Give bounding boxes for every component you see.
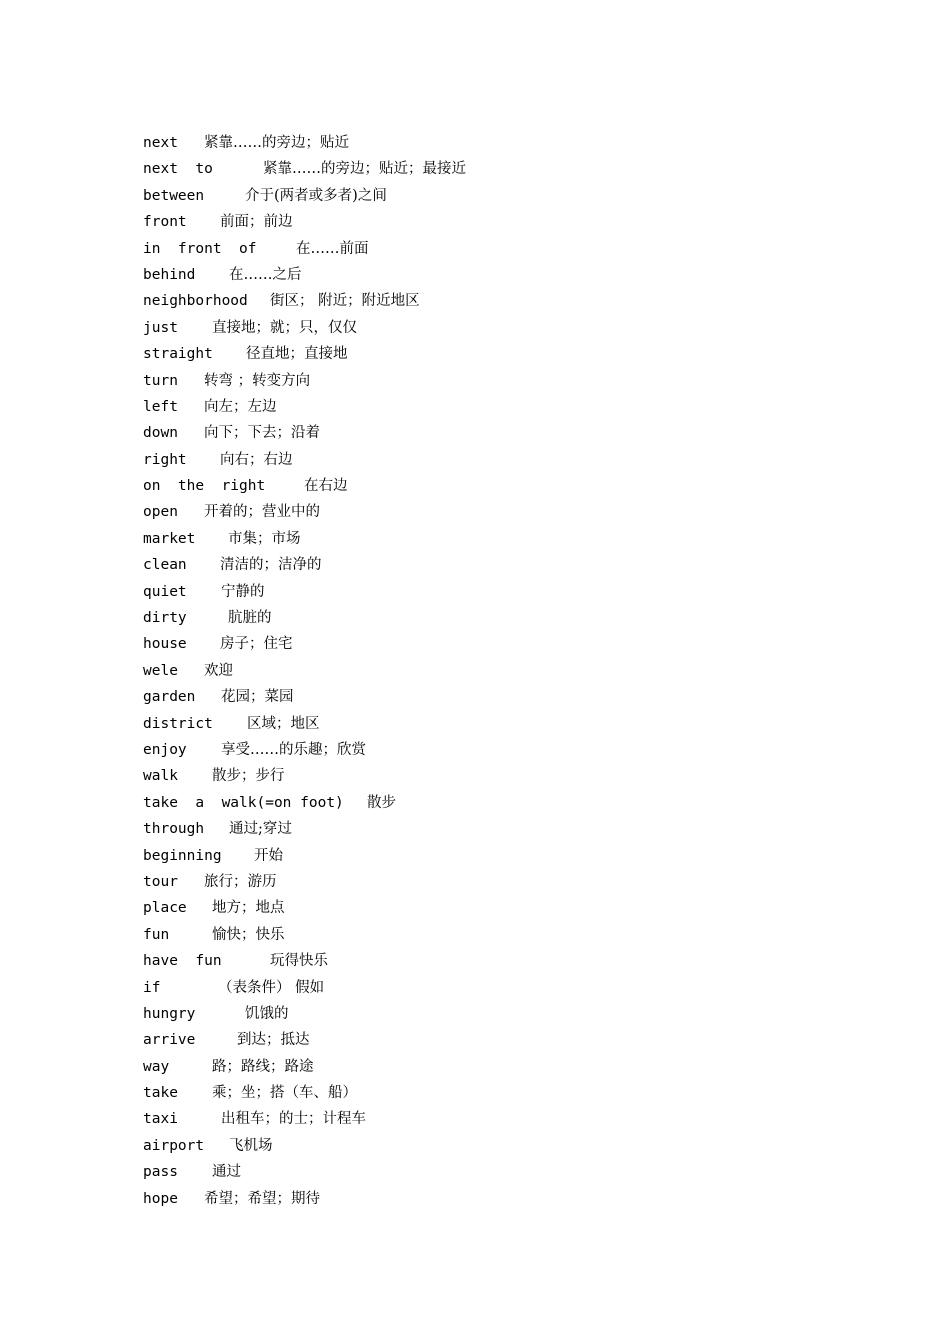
vocab-entry: [143, 394, 344, 420]
vocab-entry: [143, 1159, 344, 1185]
vocab-entry: [143, 262, 344, 288]
vocab-entry: [143, 631, 344, 657]
vocab-entry: [143, 1133, 344, 1159]
vocab-term: airport: [143, 1137, 205, 1154]
vocab-meaning: 在右边: [304, 478, 348, 495]
vocab-term: straight: [143, 346, 213, 363]
vocab-term: beginning: [143, 847, 222, 864]
vocab-term: down: [143, 425, 178, 442]
vocab-meaning: 飞机场: [229, 1137, 273, 1154]
vocab-entry: [143, 843, 344, 869]
vocab-entry: [143, 209, 344, 235]
vocab-entry: [143, 288, 420, 314]
vocab-entry: [143, 579, 344, 605]
vocab-term: behind: [143, 266, 196, 283]
vocab-term: take a walk(=on foot): [143, 794, 344, 811]
vocab-meaning: 向下；下去；沿着: [204, 425, 320, 442]
vocab-term: clean: [143, 557, 187, 574]
vocab-term: place: [143, 900, 187, 917]
vocab-meaning: 转弯 ；转变方向: [204, 372, 311, 389]
vocab-meaning: 旅行；游历: [204, 873, 277, 890]
vocab-meaning: 愉快；快乐: [212, 926, 285, 943]
vocab-meaning: 前面；前边: [220, 214, 293, 231]
vocab-entry: [143, 922, 344, 948]
vocab-meaning: 在……之后: [229, 266, 302, 283]
vocab-term: right: [143, 451, 187, 468]
vocab-entry: [143, 368, 344, 394]
vocab-entry: [143, 869, 344, 895]
vocab-term: district: [143, 715, 213, 732]
vocab-term: arrive: [143, 1032, 196, 1049]
vocab-term: quiet: [143, 583, 187, 600]
vocab-term: dirty: [143, 610, 187, 627]
vocab-term: have fun: [143, 953, 222, 970]
vocab-term: if: [143, 979, 161, 996]
vocab-entry: [143, 156, 466, 182]
vocab-term: tour: [143, 873, 178, 890]
vocab-entry: [143, 684, 344, 710]
vocab-term: front: [143, 214, 187, 231]
vocab-entry: [143, 948, 344, 974]
vocab-meaning: 清洁的；洁净的: [220, 557, 322, 574]
vocab-entry: [143, 790, 396, 816]
vocab-term: next: [143, 135, 178, 151]
vocab-entry: [143, 552, 344, 578]
vocab-term: through: [143, 821, 205, 838]
vocab-entry: [143, 763, 344, 789]
vocab-meaning: 享受……的乐趣；欣赏: [221, 741, 366, 758]
vocab-meaning: 区域；地区: [247, 715, 320, 732]
vocab-term: left: [143, 398, 178, 415]
vocab-meaning: 玩得快乐: [270, 953, 328, 970]
vocab-entry: [143, 737, 366, 763]
vocab-meaning: 路；路线；路途: [212, 1058, 314, 1075]
vocab-meaning: 通过: [212, 1164, 241, 1181]
vocab-term: on the right: [143, 478, 266, 495]
vocab-term: garden: [143, 689, 196, 706]
vocab-meaning: 开着的；营业中的: [204, 504, 320, 521]
vocab-meaning: 市集；市场: [228, 530, 301, 547]
vocab-entry: [143, 605, 344, 631]
vocab-meaning: 欢迎: [204, 662, 233, 679]
vocab-meaning: 在……前面: [296, 240, 369, 257]
vocab-meaning: 径直地；直接地: [246, 346, 348, 363]
vocab-entry: [143, 711, 344, 737]
vocab-term: hope: [143, 1190, 178, 1207]
vocab-term: between: [143, 187, 205, 204]
vocab-meaning: 散步: [367, 794, 396, 811]
vocab-entry: [143, 473, 348, 499]
vocab-meaning: 向左；左边: [204, 398, 277, 415]
vocab-meaning: 出租车；的士；计程车: [221, 1111, 366, 1128]
vocab-entry: [143, 1001, 344, 1027]
vocab-meaning: （表条件） 假如: [218, 979, 325, 996]
vocab-meaning: 介于(两者或多者)之间: [245, 187, 387, 204]
vocab-entry: [143, 447, 344, 473]
vocab-meaning: 向右；右边: [220, 451, 293, 468]
vocab-entry: [143, 526, 344, 552]
vocab-entry: [143, 183, 387, 209]
vocab-entry: [143, 1080, 357, 1106]
vocab-term: market: [143, 530, 196, 547]
vocab-entry: [143, 895, 344, 921]
vocab-meaning: 到达；抵达: [237, 1032, 310, 1049]
vocab-meaning: 紧靠……的旁边；贴近；最接近: [263, 161, 466, 178]
vocab-term: house: [143, 636, 187, 653]
vocab-meaning: 紧靠……的旁边；贴近: [204, 135, 349, 151]
vocab-meaning: 肮脏的: [228, 610, 272, 627]
vocab-entry: [143, 1106, 366, 1132]
vocab-meaning: 直接地；就；只，仅仅: [212, 319, 357, 336]
vocab-entry: [143, 420, 344, 446]
vocab-term: in front of: [143, 240, 257, 257]
vocab-meaning: 开始: [254, 847, 283, 864]
vocab-term: take: [143, 1085, 178, 1102]
vocab-entry: [143, 1054, 344, 1080]
vocab-meaning: 地方；地点: [212, 900, 285, 917]
vocab-entry: [143, 341, 348, 367]
vocab-term: taxi: [143, 1111, 178, 1128]
vocab-term: pass: [143, 1164, 178, 1181]
vocab-entry: [143, 315, 357, 341]
vocab-entry: [143, 816, 344, 842]
vocab-term: walk: [143, 768, 178, 785]
vocab-term: open: [143, 504, 178, 521]
vocab-meaning: 饥饿的: [245, 1005, 289, 1022]
vocab-term: hungry: [143, 1005, 196, 1022]
vocab-entry: [143, 130, 349, 156]
vocab-term: wele: [143, 662, 178, 679]
vocab-term: next to: [143, 161, 213, 178]
vocab-meaning: 花园；菜园: [221, 689, 294, 706]
vocab-term: fun: [143, 926, 170, 943]
vocab-meaning: 乘；坐；搭（车、船）: [212, 1085, 357, 1102]
vocab-meaning: 宁静的: [221, 583, 265, 600]
vocab-term: way: [143, 1058, 170, 1075]
vocab-meaning: 散步；步行: [212, 768, 285, 785]
vocab-entry: [143, 1027, 344, 1053]
vocab-meaning: 希望；希望；期待: [204, 1190, 320, 1207]
vocab-term: just: [143, 319, 178, 336]
vocab-term: enjoy: [143, 741, 187, 758]
vocab-entry: [143, 499, 344, 525]
vocab-entry: [143, 236, 369, 262]
vocab-term: turn: [143, 372, 178, 389]
vocab-entry: [143, 658, 344, 684]
vocab-meaning: 街区； 附近；附近地区: [270, 293, 420, 310]
vocab-meaning: 房子；住宅: [220, 636, 293, 653]
vocabulary-list: [143, 130, 466, 1212]
vocab-term: neighborhood: [143, 293, 248, 310]
vocab-meaning: 通过;穿过: [229, 821, 292, 838]
vocab-entry: [143, 975, 344, 1001]
vocab-entry: [143, 1186, 344, 1212]
